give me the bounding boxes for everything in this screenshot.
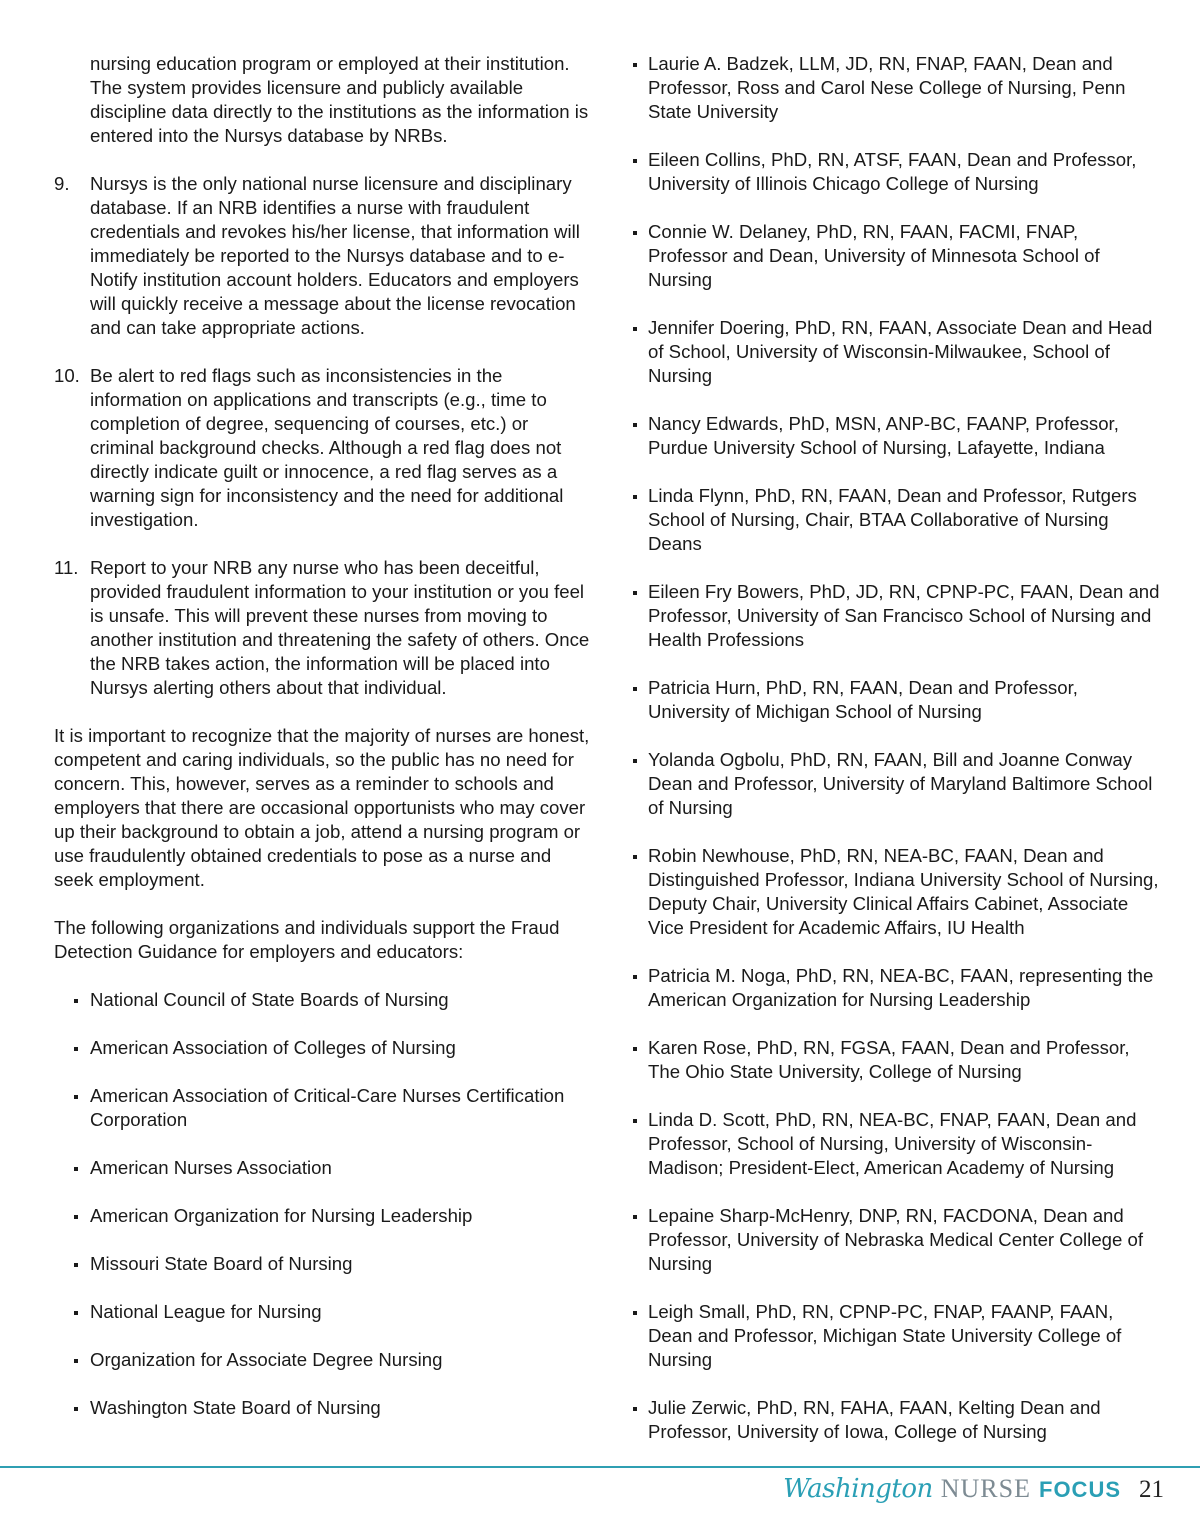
- brand-script: Washington: [783, 1474, 933, 1504]
- list-item: Missouri State Board of Nursing: [54, 1252, 594, 1276]
- list-item: Leigh Small, PhD, RN, CPNP-PC, FNAP, FAANP, FAAN, Dean and Professor, Michigan State University College of Nursing: [630, 1300, 1160, 1372]
- list-item: Patricia Hurn, PhD, RN, FAAN, Dean and Professor, University of Michigan School of Nursing: [630, 676, 1160, 724]
- list-item: American Nurses Association: [54, 1156, 594, 1180]
- organizations-list: [54, 988, 594, 1420]
- item-number: 10.: [54, 365, 80, 386]
- item-text: Be alert to red flags such as inconsistencies in the information on applications and transcripts (e.g., time to completion of degree, sequencing of courses, etc.) or criminal background checks. Although a red flag does not directly indicate guilt or innocence, a red flag serves as a warning sign for inconsistency and the need for additional investigation.: [90, 365, 564, 530]
- page-number: 21: [1139, 1476, 1164, 1503]
- footer-divider: [0, 1466, 1200, 1468]
- brand-focus: FOCUS: [1039, 1477, 1121, 1502]
- list-item: Robin Newhouse, PhD, RN, NEA-BC, FAAN, Dean and Distinguished Professor, Indiana University School of Nursing, Deputy Chair, University Clinical Affairs Cabinet, Associate Vice President for Academic Affairs, IU Health: [630, 844, 1160, 940]
- brand-nurse: NURSE: [940, 1474, 1031, 1503]
- list-item: Yolanda Ogbolu, PhD, RN, FAAN, Bill and Joanne Conway Dean and Professor, University of Maryland Baltimore School of Nursing: [630, 748, 1160, 820]
- body-paragraph: The following organizations and individuals support the Fraud Detection Guidance for employers and educators:: [54, 917, 560, 962]
- list-item: Linda D. Scott, PhD, RN, NEA-BC, FNAP, FAAN, Dean and Professor, School of Nursing, University of Wisconsin-Madison; President-Elect, American Academy of Nursing: [630, 1108, 1160, 1180]
- item-text: Nursys is the only national nurse licensure and disciplinary database. If an NRB identifies a nurse with fraudulent credentials and revokes his/her license, that information will immediately be reported to the Nursys database and to e-Notify institution account holders. Educators and employers will quickly receive a message about the license revocation and can take appropriate actions.: [90, 173, 580, 338]
- continuation-paragraph: nursing education program or employed at their institution. The system provides licensure and publicly available discipline data directly to the institutions as the information is entered into the Nursys database by NRBs.: [90, 53, 589, 146]
- list-item: National League for Nursing: [54, 1300, 594, 1324]
- list-item: American Association of Colleges of Nursing: [54, 1036, 594, 1060]
- item-number: 9.: [54, 173, 70, 194]
- list-item: Linda Flynn, PhD, RN, FAAN, Dean and Professor, Rutgers School of Nursing, Chair, BTAA Collaborative of Nursing Deans: [630, 484, 1160, 556]
- list-item: Eileen Fry Bowers, PhD, JD, RN, CPNP-PC, FAAN, Dean and Professor, University of San Francisco School of Nursing and Health Professions: [630, 580, 1160, 652]
- list-item: American Association of Critical-Care Nurses Certification Corporation: [54, 1084, 594, 1132]
- list-item: Julie Zerwic, PhD, RN, FAHA, FAAN, Kelting Dean and Professor, University of Iowa, College of Nursing: [630, 1396, 1160, 1444]
- list-item: Karen Rose, PhD, RN, FGSA, FAAN, Dean and Professor, The Ohio State University, College of Nursing: [630, 1036, 1160, 1084]
- list-item: American Organization for Nursing Leadership: [54, 1204, 594, 1228]
- numbered-item: [54, 556, 594, 700]
- list-item: National Council of State Boards of Nursing: [54, 988, 594, 1012]
- list-item: Organization for Associate Degree Nursing: [54, 1348, 594, 1372]
- list-item: Laurie A. Badzek, LLM, JD, RN, FNAP, FAAN, Dean and Professor, Ross and Carol Nese College of Nursing, Penn State University: [630, 52, 1160, 124]
- item-number: 11.: [54, 557, 79, 578]
- list-item: Jennifer Doering, PhD, RN, FAAN, Associate Dean and Head of School, University of Wisconsin-Milwaukee, School of Nursing: [630, 316, 1160, 388]
- numbered-item: [54, 364, 594, 532]
- body-paragraph: It is important to recognize that the majority of nurses are honest, competent and caring individuals, so the public has no need for concern. This, however, serves as a reminder to schools and employers that there are occasional opportunists who may cover up their background to obtain a job, attend a nursing program or use fraudulently obtained credentials to pose as a nurse and seek employment.: [54, 725, 590, 890]
- list-item: Washington State Board of Nursing: [54, 1396, 594, 1420]
- left-column: [54, 52, 594, 1444]
- list-item: Eileen Collins, PhD, RN, ATSF, FAAN, Dean and Professor, University of Illinois Chicago College of Nursing: [630, 148, 1160, 196]
- list-item: Lepaine Sharp-McHenry, DNP, RN, FACDONA, Dean and Professor, University of Nebraska Medical Center College of Nursing: [630, 1204, 1160, 1276]
- right-column: [630, 52, 1160, 1468]
- numbered-item: [54, 172, 594, 340]
- list-item: Nancy Edwards, PhD, MSN, ANP-BC, FAANP, Professor, Purdue University School of Nursing, Lafayette, Indiana: [630, 412, 1160, 460]
- list-item: Patricia M. Noga, PhD, RN, NEA-BC, FAAN, representing the American Organization for Nursing Leadership: [630, 964, 1160, 1012]
- individuals-list: [630, 52, 1160, 1444]
- footer-brand: [783, 1474, 1164, 1510]
- list-item: Connie W. Delaney, PhD, RN, FAAN, FACMI, FNAP, Professor and Dean, University of Minnesota School of Nursing: [630, 220, 1160, 292]
- item-text: Report to your NRB any nurse who has been deceitful, provided fraudulent information to your institution or you feel is unsafe. This will prevent these nurses from moving to another institution and threatening the safety of others. Once the NRB takes action, the information will be placed into Nursys alerting others about that individual.: [90, 557, 590, 698]
